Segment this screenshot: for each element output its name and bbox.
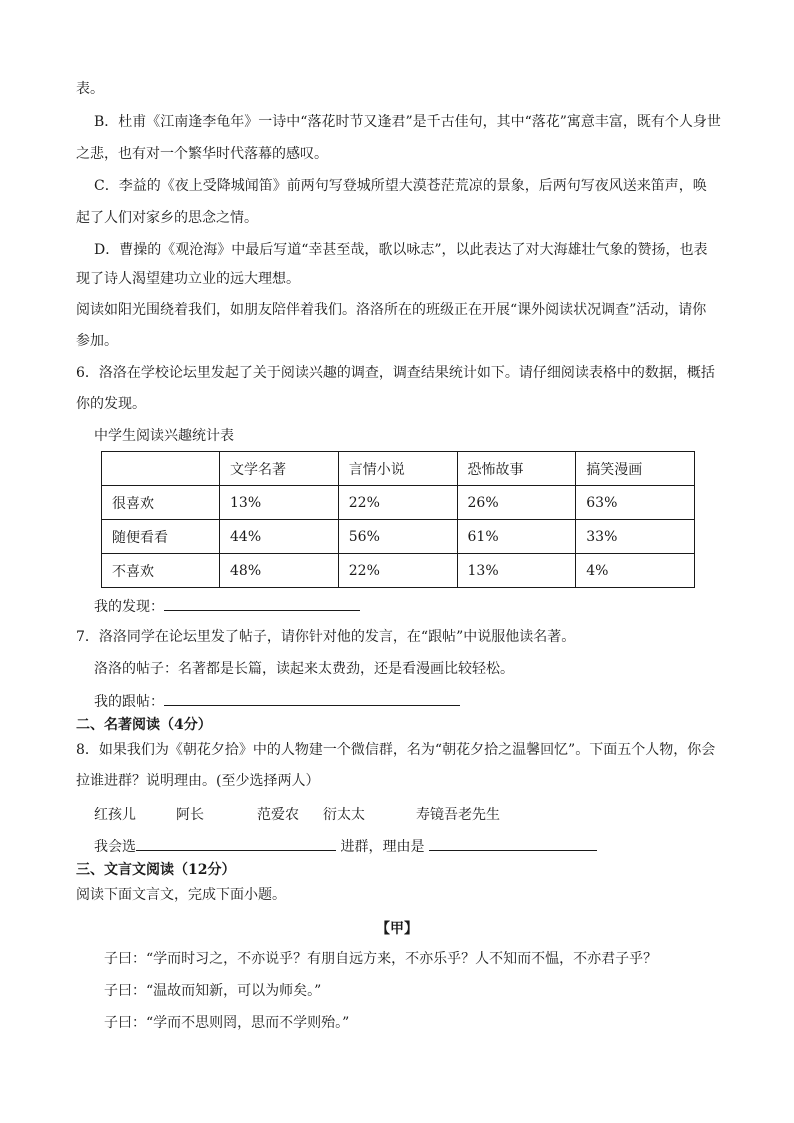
row-label: 不喜欢 (102, 554, 220, 588)
table-cell: 22% (338, 486, 457, 520)
finding-answer-blank[interactable] (164, 596, 360, 611)
option-c-line-1: C．李益的《夜上受降城闻笛》前两句写登城所望大漠苍茫荒凉的景象，后两句写夜风送来笛声，唤 (94, 178, 707, 194)
option-d-line-1: D．曹操的《观沧海》中最后写道“幸甚至哉，歌以咏志”，以此表达了对大海雄壮气象的赞扬，也表 (94, 242, 708, 258)
table-row (102, 520, 695, 554)
section-2-title: 二、名著阅读（4分） (76, 717, 212, 733)
candidate-name: 阿长 (176, 807, 204, 823)
reply-label: 我的跟帖： (94, 694, 164, 710)
choose-answer-blank[interactable] (136, 836, 336, 851)
question-6-line-1: 6．洛洛在学校论坛里发起了关于阅读兴趣的调查，调查结果统计如下。请仔细阅读表格中的数据，概括 (76, 365, 715, 381)
quote-1: 子曰：“学而时习之，不亦说乎？有朋自远方来，不亦乐乎？人不知而不愠，不亦君子乎？ (104, 951, 658, 967)
table-cell: 56% (338, 520, 457, 554)
option-b-line-2: 之悲，也有对一个繁华时代落幕的感叹。 (76, 146, 328, 162)
question-7: 7．洛洛同学在论坛里发了帖子，请你针对他的发言，在“跟帖”中说服他读名著。 (76, 629, 576, 645)
section-3-intro: 阅读下面文言文，完成下面小题。 (76, 887, 286, 903)
passage-heading: 【甲】 (376, 921, 418, 937)
table-caption: 中学生阅读兴趣统计表 (94, 428, 234, 444)
table-header-cell: 言情小说 (338, 452, 457, 486)
table-cell: 4% (576, 554, 695, 588)
quote-3: 子曰：“学而不思则罔，思而不学则殆。” (104, 1015, 350, 1031)
reason-answer-blank[interactable] (429, 836, 597, 851)
option-c-line-2: 起了人们对家乡的思念之情。 (76, 210, 258, 226)
choose-label: 我会选 (94, 839, 136, 855)
reason-label: 进群，理由是 (340, 839, 425, 855)
candidate-name: 范爱农 (257, 807, 299, 823)
table-cell: 44% (220, 520, 339, 554)
finding-label: 我的发现： (94, 599, 164, 615)
table-header-corner (102, 452, 220, 486)
question-8-line-1: 8．如果我们为《朝花夕拾》中的人物建一个微信群，名为“朝花夕拾之温馨回忆”。下面五个人物，你会 (76, 742, 716, 758)
table-cell: 63% (576, 486, 695, 520)
row-label: 很喜欢 (102, 486, 220, 520)
candidate-name: 寿镜吾老先生 (416, 807, 500, 823)
table-cell: 13% (220, 486, 339, 520)
table-row (102, 554, 695, 588)
intro-line-1: 阅读如阳光围绕着我们，如朋友陪伴着我们。洛洛所在的班级正在开展“课外阅读状况调查”活动，请你 (76, 302, 707, 318)
table-header-cell: 恐怖故事 (457, 452, 576, 486)
intro-line-2: 参加。 (76, 333, 118, 349)
table-cell: 48% (220, 554, 339, 588)
option-d-line-2: 现了诗人渴望建功立业的远大理想。 (76, 271, 300, 287)
table-cell: 61% (457, 520, 576, 554)
reply-answer-blank[interactable] (164, 691, 460, 706)
table-cell: 33% (576, 520, 695, 554)
choose-line (94, 836, 597, 856)
reply-line (94, 691, 460, 711)
table-header-cell: 文学名著 (220, 452, 339, 486)
question-8-line-2: 拉谁进群？说明理由。(至少选择两人） (76, 773, 320, 789)
table-row (102, 486, 695, 520)
question-6-line-2: 你的发现。 (76, 396, 146, 412)
finding-line (94, 596, 360, 616)
table-cell: 26% (457, 486, 576, 520)
reading-interest-table (101, 451, 695, 588)
candidate-name: 红孩儿 (94, 807, 136, 823)
row-label: 随便看看 (102, 520, 220, 554)
luoluo-post: 洛洛的帖子：名著都是长篇，读起来太费劲，还是看漫画比较轻松。 (94, 661, 514, 677)
section-3-title: 三、文言文阅读（12分） (76, 862, 236, 878)
table-header-row (102, 452, 695, 486)
table-cell: 13% (457, 554, 576, 588)
candidate-name: 衍太太 (323, 807, 365, 823)
option-b-line-1: B．杜甫《江南逢李龟年》一诗中“落花时节又逢君”是千古佳句，其中“落花”寓意丰富，既有个人身世 (94, 114, 721, 130)
table-cell: 22% (338, 554, 457, 588)
quote-2: 子曰：“温故而知新，可以为师矣。” (104, 983, 322, 999)
table-header-cell: 搞笑漫画 (576, 452, 695, 486)
text-line-1: 表。 (76, 81, 104, 97)
